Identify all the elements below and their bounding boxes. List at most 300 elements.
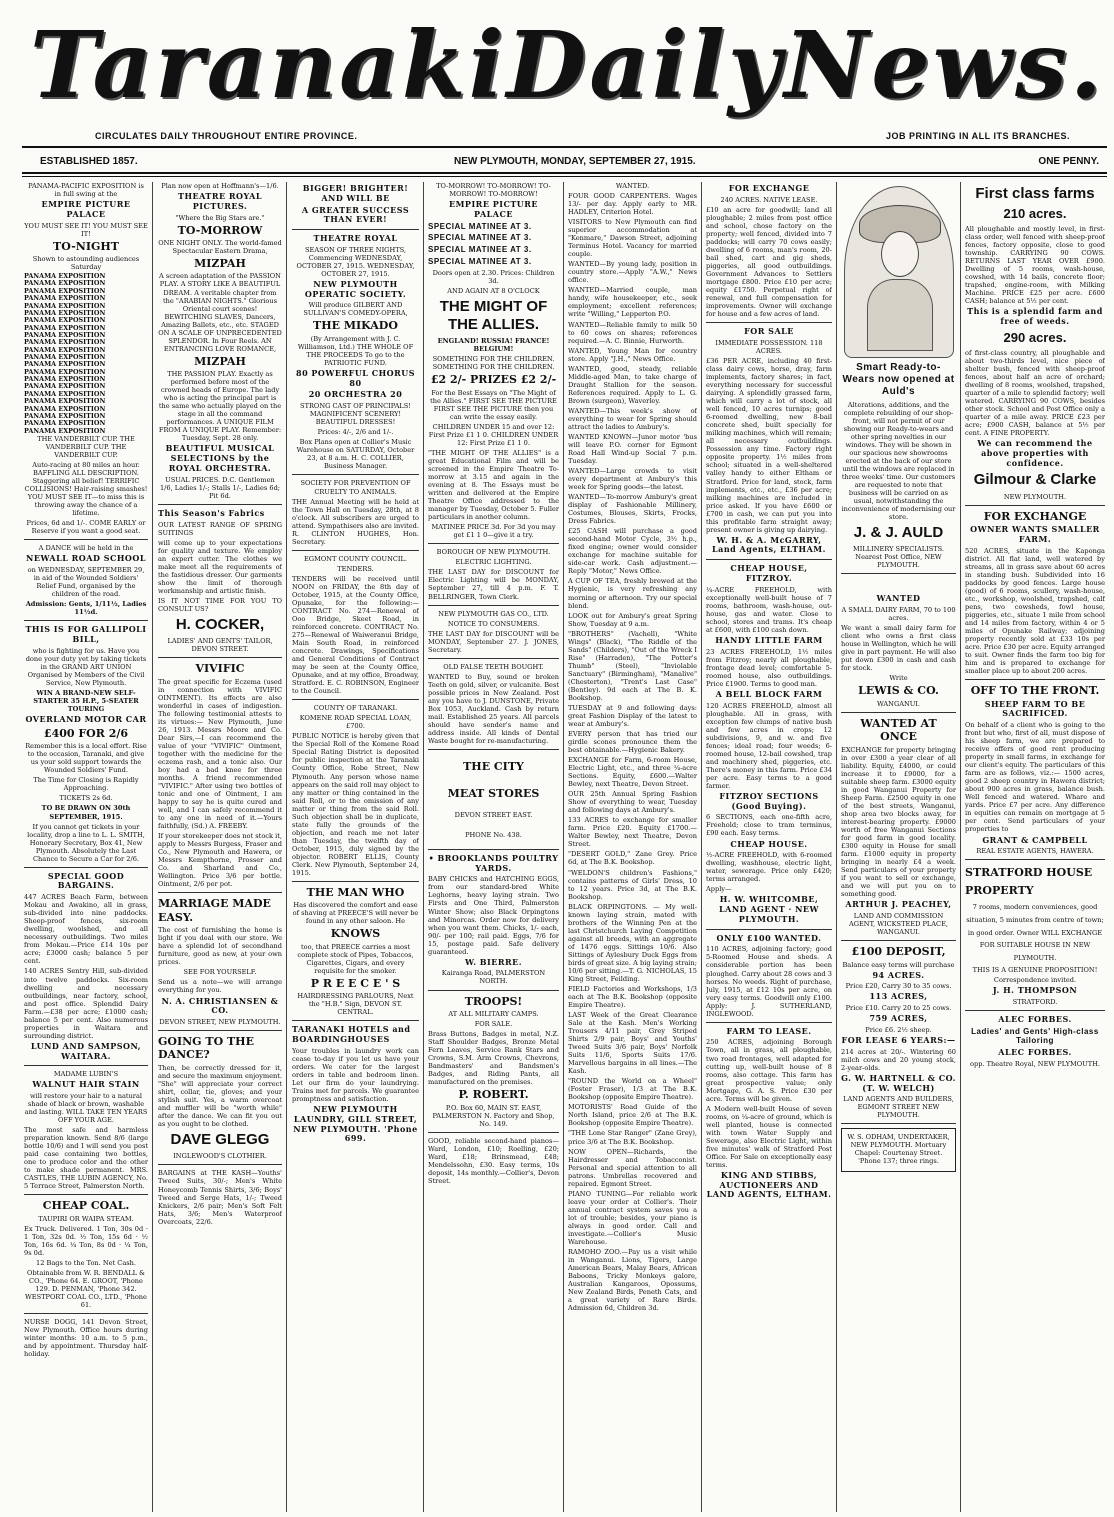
ad-text: The great specific for Eczema (used in connection with VIVIFIC OINTMENT). Its effects are also wonderful in cases of indigestion. The following testimonial attests to its virtues:— New Plymouth, June 26, 1913. Messrs Moore and Co. Dear Sirs,—I can recommend the value of your "VIVIFIC" Ointment, together with the medicine for the eczema rash, and a tonic also. Our boy had a bad knee for three months. A friend recommended "VIVIFIC." After using two bottles of tonic and one of Ointment, I am happy to say he is quite cured and well, and I can safely recommend it to any one in need of it.—Yours faithfully, (Sd.) A. FREEBY. <box>158 677 282 831</box>
ad-heading: MEAT STORES <box>447 787 540 801</box>
ad-text: STRATFORD. <box>1012 997 1058 1006</box>
divider <box>428 605 559 606</box>
divider <box>24 620 148 621</box>
divider <box>706 1022 832 1023</box>
ad-heading: NEW PLYMOUTH LAUNDRY, GILL STREET, NEW PLYMOUTH. 'Phone 699. <box>293 1104 418 1144</box>
ad-heading: NEWALL ROAD SCHOOL <box>26 553 146 564</box>
ad-text: Brass Buttons, Badges in metal, N.Z. Staff Shoulder Badges, Bronze Metal Fern Leaves, Service Rank Stars and Crowns, S.M. Arm Crowns, Chevrons, Bandmasters' and Bandsmen's Badges, and Riding Pants, all manufactured on the premises. <box>428 1029 559 1087</box>
classified-ad: A CUP OF TEA, freshly brewed at the Hygienic, is very refreshing any morning or afternoon. Try our special blend. <box>568 577 697 610</box>
dateline <box>22 154 1107 170</box>
divider <box>428 1132 559 1133</box>
classified-ad: WANTED, good, steady, reliable Middle-aged Man, to take charge of Draught Stallion for the season. References required. Apply to L. G. Brown (surgeon), Waverley. <box>568 364 697 405</box>
list-item: PANAMA EXPOSITION <box>24 353 106 362</box>
divider <box>428 749 559 750</box>
ad-heading: FOR EXCHANGE <box>983 509 1087 523</box>
column-5 <box>568 182 697 1512</box>
ad-text: NEW PLYMOUTH. <box>1003 492 1067 501</box>
ad-text: Plan now open at Hoffmann's—1/6. <box>161 182 279 190</box>
ad-text: TICKETS 2s 6d. <box>59 794 113 803</box>
ad-text: BABY CHICKS and HATCHING EGGS, from our standard-bred White Leghorns, heavy laying strain. Two Firsts and One Third, Palmerston Winter Show; also Black Orpingtons and Minorcas. Order now for delivery when you want them. Chicks, 1/- each, 90/- per 100; rail paid. Eggs, 7/6 for 15, postage paid. Safe delivery guaranteed. <box>428 875 559 956</box>
list-item: PANAMA EXPOSITION <box>24 382 106 391</box>
list-item: PANAMA EXPOSITION <box>24 338 106 347</box>
ad-heading: SPECIAL MATINEE AT 3. <box>428 221 532 231</box>
ad-text: DEVON STREET EAST. <box>454 810 533 819</box>
ad-text: Price £6. 2½ sheep. <box>865 1025 932 1034</box>
ad-text: TO BE DRAWN ON 30th SEPTEMBER, 1915. <box>41 804 131 821</box>
ad-text: TAUPIRI OR WAIPA STEAM. <box>38 1214 134 1223</box>
ad-text: "THE MIGHT OF THE ALLIES" is a great Educational Film and will be screened in the Empire Theatre To-morrow at 3.15 and again in the evening at 8. The Essays must be written and delivered at the Empire Theatre Office addressed to the manager by Tuesday, October 5. Fuller particulars in another column. <box>428 449 559 522</box>
ad-text: NURSE DOGG, 141 Devon Street, New Plymouth. Office hours during winter months: 10 a.m. to 5 p.m., and by appointment. Thursday half-holiday. <box>24 1318 148 1359</box>
ad-text: YOU MUST SEE IT! YOU MUST SEE IT! <box>24 221 148 238</box>
ad-text: £10 an acre for goodwill; land all ploughable; 2 miles from post office and school, chose factory on the property; well fenced, divided into 7 paddocks; will carry 70 cows easily; dwelling of 6 rooms, man's room, 20-bail shed, cart and gig sheds, piggeries, all good outbuildings. Government Advances to Settlers mortgage £800. Price £10 per acre; equity £1750. Perpetual right of renewal, and full compensation for improvements. Owner will exchange for house and a few acres of land. <box>706 205 832 319</box>
ad-text: Ex Truck. Delivered. 1 Ton, 30s 0d · 1 Ton, 32s 0d. ½ Ton, 15s 6d · ½ Ton, 16s 6d. ¼ Ton, 8s 0d · ¼ Ton, 9s 0d. <box>24 1224 148 1257</box>
ad-heading: TROOPS! <box>464 994 523 1008</box>
ad-heading: THE MIGHT OF THE ALLIES. <box>439 297 548 333</box>
classified-ad: BLACK ORPINGTONS. — My well-known laying strain, mated with brothers of the Winning Pen at the last Christchurch Laying Competition against all breeds, with an aggregate of 1476 eggs. Sittings 10/6. Also Sittings of Aylesbury Duck Eggs from birds of great size. A big laying strain; 10/6 per sitting.—T. G. NICHOLAS, 15 King Street, Feilding. <box>568 902 697 983</box>
ad-heading: J. H. THOMPSON <box>992 985 1078 996</box>
classified-ad: 133 ACRES to exchange for smaller farm. Price £20. Equity £1700.—Walter Bewley, next Theatre, Devon Street. <box>568 816 697 849</box>
masthead-word-taranaki: Taranaki <box>30 11 507 119</box>
tagline-job-printing: JOB PRINTING IN ALL ITS BRANCHES. <box>886 131 1071 141</box>
divider <box>706 929 832 930</box>
ad-text: MILLINERY SPECIALISTS. Nearest Post Office, NEW PLYMOUTH. <box>853 545 944 570</box>
ad-heading: P R E E C E ' S <box>310 976 401 990</box>
ad-text: Balance easy terms will purchase <box>842 960 955 969</box>
divider <box>428 990 559 991</box>
ad-text: Then, be correctly dressed for it, and secure the maximum enjoyment. "She" will appreciate your correct shirt, collar, tie, gloves; and your stylish suit. Yes, a warm overcoat and muffler will be "worth while" after the dance. We can fit you out as you ought to be clothed. <box>158 1063 282 1129</box>
ad-text: All ploughable and mostly level, in first-class order, well fenced with sheep-proof fences, factory opposite, close to good township. CARRYING 90 COWS. RETURNS LAST YEAR OVER £900. Dwelling of 5 rooms, wash-house, cowshed, with 14 bails, concrete floor; trapshed, engine-room, with Milking Machine. PRICE £25 per acre. £600 CASH; balance at 5½ per cent. <box>965 225 1105 306</box>
divider <box>292 699 419 700</box>
ad-text: Doors open at 2.30. Prices: Children 3d. <box>432 268 555 285</box>
ad-heading: ALEC FORBES. <box>998 1047 1072 1058</box>
ad-heading: A GREATER SUCCESS THAN EVER! <box>301 204 410 225</box>
list-item: PANAMA EXPOSITION <box>24 360 106 369</box>
ad-text: INGLEWOOD'S CLOTHIER. <box>173 1152 267 1161</box>
list-item: PANAMA EXPOSITION <box>24 272 106 281</box>
ad-heading: W. BIERRE. <box>464 956 523 967</box>
ad-text: of first-class country, all ploughable and about two-thirds level, nice piece of shelter bush, fenced with sheep-proof fences, about half an acre of orchard; dwelling of 8 rooms, woolshed, trapshed, quarter of a mile to splendid factory; well watered. CARRYING 90 COWS, besides other stock. School and Post Office only a quarter of a mile away. PRICE £23 per acre; £900 CASH, balance at 5½ per cent. A FINE PROPERTY. <box>965 348 1105 438</box>
ad-heading: ALEC FORBES. <box>998 1013 1072 1024</box>
ad-heading: BEAUTIFUL MUSICAL SELECTIONS by the ROYAL ORCHESTRA. <box>165 443 275 473</box>
ad-heading: THE MIKADO <box>313 319 398 333</box>
divider <box>965 679 1105 680</box>
ad-heading: FOR EXCHANGE <box>728 183 810 193</box>
ad-text: THE PASSION PLAY. Exactly as performed before most of the crowned heads of Europe. The lady who is acting the principal part is the same who actually played on the stage in all the command performances. A UNIQUE FILM FROM A UNIQUE PLAY. Remember: Tuesday, Sept. 28 only. <box>158 370 282 443</box>
ad-text: ONE NIGHT ONLY. The world-famed Spectacular Eastern Drama, <box>158 238 282 255</box>
classified-ad: WANTED—Reliable family to milk 50 to 60 cows on shares; references required.—A. C. Binnie, Hurworth. <box>568 320 697 345</box>
list-item: PANAMA EXPOSITION <box>24 389 106 398</box>
classified-ad: LOOK out for Ambury's great Spring Show, Tuesday at 9 a.m. <box>568 611 697 628</box>
list-item: PANAMA EXPOSITION <box>24 279 106 288</box>
ad-heading: GOING TO THE DANCE? <box>158 1035 254 1062</box>
ad-heading: THIS IS FOR GALLIPOLI BILL, <box>25 624 147 645</box>
ad-heading: MIZPAH <box>194 354 246 368</box>
list-item: PANAMA EXPOSITION <box>24 301 106 310</box>
ad-heading: FARM TO LEASE. <box>726 1025 812 1036</box>
divider <box>292 550 419 551</box>
ad-heading: DAVE GLEGG <box>170 1131 270 1149</box>
ad-text: MADAME LUBIN'S <box>53 1070 119 1079</box>
ad-heading: NEW PLYMOUTH GAS CO., LTD. <box>438 609 549 618</box>
ad-heading: NOTICE TO CONSUMERS. <box>447 619 540 628</box>
classified-ad: WANTED—Married couple, man handy, wife housekeeper, etc., seek employment; excellent references; write "Willing," Lepperton P.O. <box>568 286 697 319</box>
ad-text: IS IT NOT TIME FOR YOU TO CONSULT US? <box>158 596 282 613</box>
column-8 <box>965 182 1105 1512</box>
classified-ad: "ROUND the World on a Wheel" (Foster Fraser), 1/3 at The B.K. Bookshop (opposite Empire Theatre). <box>568 1077 697 1102</box>
ad-text: USUAL PRICES. D.C. Gentlemen 1/6, Ladies 1/-; Stalls 1/-, Ladies 6d; Pit 6d. <box>159 475 281 500</box>
list-item: PANAMA EXPOSITION <box>24 397 106 406</box>
column-rule <box>563 182 564 1512</box>
ad-text: Admission: Gents, 1/11½, Ladies 11½d. <box>25 600 147 617</box>
ad-heading: STRATFORD HOUSE PROPERTY <box>965 866 1093 897</box>
ad-text: MATINEE PRICE 3d. For 3d you may get £1 1 0—give it a try. <box>431 523 556 540</box>
ad-text: PUBLIC NOTICE is hereby given that the Special Roll of the Komene Road Special Rating District is deposited for public inspection at the Taranaki County Office, Robe Street, New Plymouth. Any person whose name appears on the said roll may object to any matter or thing contained in the said Roll, or to the omission of any matter or thing from the said Roll. Such objection shall be in duplicate, state fully the grounds of the objection, and reach me not later than Tuesday, the twelfth day of October, 1915, duly signed by the objector. ROBERT ELLIS, County Clerk. New Plymouth, September 24, 1915. <box>292 732 419 877</box>
ad-heading: OVERLAND MOTOR CAR <box>25 714 147 725</box>
ad-text: ENGLAND! RUSSIA! FRANCE! BELGIUM! <box>437 337 550 354</box>
ad-text: opp. Theatre Royal, NEW PLYMOUTH. <box>970 1059 1100 1068</box>
classified-ad: WANTED KNOWN—Junor motor 'bus will leave P.O. corner for Egmont Road Hall Wind-up Social 7 p.m. Tuesday. <box>568 432 697 465</box>
ad-heading: THE CITY <box>463 760 524 773</box>
repeated-panama-list <box>24 273 148 435</box>
classified-ad: "BROTHERS" (Vachell), "White Wings" (Black), "The Riddle of the Sands" (Childers), "Out of the Wreck I Rise" (Harraden), "The Potter's Thumb" (Steel), "Inviolable Sanctuary" (Birmingham), "Manalive" (Chesterton), "Trent's Last Case" (Bentley). 9d each at The B. K. Bookshop. <box>568 629 697 702</box>
ad-heading: EGMONT COUNTY COUNCIL. <box>303 554 408 563</box>
ad-heading: 94 ACRES. <box>872 969 925 980</box>
ad-text: SEASON OF THREE NIGHTS, Commencing WEDNESDAY, OCTOBER 27, 1915. WEDNESDAY, OCTOBER 27, 1915. <box>296 245 415 278</box>
ad-heading: This is a splendid farm and free of weeds. <box>967 306 1103 327</box>
dateline-price: ONE PENNY. <box>1038 156 1099 167</box>
ad-text: THE Annual Meeting will be held at the Town Hall on Tuesday, 28th, at 8 o'clock. All subscribers are urged to attend. Sympathisers also are invited. R. CLINTON HUGHES, Hon. Secretary. <box>292 497 419 546</box>
ad-heading: THEATRE ROYAL <box>313 233 398 243</box>
ad-heading: LUND AND SAMPSON, WAITARA. <box>30 1040 142 1061</box>
ad-text: LADIES' AND GENTS' TAILOR, DEVON STREET. <box>167 637 273 654</box>
ad-text: STRONG CAST OF PRINCIPALS! MAGNIFICENT SCENERY! BEAUTIFUL DRESSES! <box>300 402 411 427</box>
ad-text: 12 Bags to the Ton. Net Cash. <box>36 1258 136 1267</box>
ad-text: 240 ACRES. NATIVE LEASE. <box>720 195 818 204</box>
ad-text: PANAMA-PACIFIC EXPOSITION is in full swing at the <box>28 182 144 199</box>
ad-heading: 759 ACRES, <box>869 1013 928 1024</box>
column-3 <box>292 182 419 1512</box>
masthead-word-daily: Daily <box>506 11 785 119</box>
ad-heading: This Season's Fabrics <box>158 507 265 518</box>
ad-heading: ONLY £100 WANTED. <box>716 932 822 943</box>
column-rule <box>836 182 837 1512</box>
woman-in-hat-illustration <box>844 186 954 358</box>
undertaker-box <box>841 1128 956 1172</box>
ad-text: PHONE No. 438. <box>465 830 522 839</box>
ad-text: (By Arrangement with J. C. Williamson, Ltd.) THE WHOLE OF THE PROCEEDS To go to the PATRIOTIC FUND. <box>297 334 414 367</box>
ad-text: Price £20, Carry 30 to 35 cows. <box>845 982 952 991</box>
ad-heading: MIZPAH <box>194 257 246 271</box>
list-item: PANAMA EXPOSITION <box>24 345 106 354</box>
classified-ad: FIELD Factories and Workshops, 1/3 each at The B.K. Bookshop (opposite Empire Theatre). <box>568 984 697 1009</box>
ad-text: P.O. Box 60, MAIN ST. EAST, PALMERSTON N. Factory and Shop, No. 149. <box>432 1103 555 1128</box>
ad-text: Will produce GILBERT AND SULLIVAN'S COMEDY-OPERA, <box>303 301 408 318</box>
ad-text: AT ALL MILITARY CAMPS. <box>448 1009 539 1018</box>
ad-text: W. S. ODHAM, UNDERTAKER, NEW PLYMOUTH. Mortuary Chapel: Courtenay Street. 'Phone 137; three rings. <box>847 1133 950 1166</box>
ad-heading: OFF TO THE FRONT. <box>970 684 1100 698</box>
divider <box>841 573 956 574</box>
divider <box>841 940 956 941</box>
column-rule <box>960 182 961 1512</box>
column-rule <box>152 182 153 1512</box>
ad-heading: H. COCKER, <box>175 615 265 633</box>
ad-heading: SPECIAL GOOD BARGAINS. <box>47 870 125 891</box>
ad-text: Kairanga Road, PALMERSTON NORTH. <box>441 969 546 986</box>
rule-dateline-bottom-thin <box>22 176 1107 177</box>
ad-text: 250 ACRES, adjoining Borough Town, all in grass, all ploughable, two road frontages, well adapted for cutting up, well-built house of 8 rooms, also cottage. This farm has great prospective value; only Mortgage, G. A. S. Price £30 per acre. Terms will be given. <box>706 1038 832 1103</box>
column-rule <box>423 182 424 1512</box>
masthead-word-news: News. <box>784 11 1105 119</box>
classified-ad: PIANO TUNING—For reliable work leave your order at Collier's. Their annual contract system saves you a lot of trouble; besides, your piano is always in good order. Call and investigate.—Collier's Music Warehouse. <box>568 1189 697 1246</box>
ad-heading: P. ROBERT. <box>458 1088 529 1102</box>
ad-heading: SPECIAL MATINEE AT 3. <box>428 245 532 255</box>
divider <box>24 867 148 868</box>
ad-text: will restore your hair to a natural shade of black or brown, washable and lasting. WILL TAKE TEN YEARS OFF YOUR AGE. <box>24 1092 148 1125</box>
ad-text: Send us a note—we will arrange everything for you. <box>158 978 282 995</box>
classified-ad: EXCHANGE for Farm, 6-room House, Electric Light, etc., and three ¼-acre Sections. Equity, £600.—Walter Bewley, next Theatre, Devon Street. <box>568 756 697 789</box>
column-6 <box>706 182 832 1512</box>
ad-heading: WANTED <box>876 593 921 604</box>
classified-ad: WANTED—This week's show of everything to wear for Spring should attract the ladies to Ambury's. <box>568 406 697 431</box>
ad-text: BARGAINS at THE KASH—Youths' Tweed Suits, 30/-; Men's White Honeycomb Tennis Shirts, 3/6; Boys' Tweed and Serge Hats, 1/-; Tweed Knickers, 2/6 pair; Men's Soft Felt Hats, 3/6; Men's Waterproof Overcoats, 22/6. <box>158 1169 282 1226</box>
classified-ad: WANTED—Large crowds to visit every department at Ambury's this week for Spring goods—the latest. <box>568 467 697 492</box>
ad-heading: ARTHUR J. PEACHEY, <box>845 899 952 910</box>
ad-text: ¼-ACRE FREEHOLD, with exceptionally well-built house of 7 rooms, bathroom, wash-house, out-house, gas and water. Close to school, stores and trams. It's cheap at £600, with £100 cash down. <box>706 585 832 634</box>
classified-ad: EVERY person that has tried our girdle scones pronounce them the best obtainable.—Hygienic Bakery. <box>568 730 697 755</box>
divider <box>158 657 282 658</box>
list-item: PANAMA EXPOSITION <box>24 411 106 420</box>
ad-heading: WANTED. <box>615 182 650 190</box>
ad-text: The Time for Closing is Rapidly Approaching. <box>33 776 139 793</box>
ad-text: We want a small dairy farm for client who owns a first class house in Wellington, which he will give in part payment. He will also put down £300 in cash and cash for stock. <box>841 624 956 673</box>
ad-heading: J. & J. AULD <box>853 524 944 542</box>
ad-heading: BOROUGH OF NEW PLYMOUTH. <box>436 548 551 557</box>
rule-dateline-bottom <box>22 172 1107 174</box>
ad-heading: FOR SALE <box>744 326 794 337</box>
ad-heading: £100 DEPOSIT, <box>851 945 946 959</box>
classified-ad: WANTED—By young lady, position in country store.—Apply "A.W.," News office. <box>568 260 697 285</box>
ad-text: Auto-racing at 80 miles an hour. BAFFLING ALL DESCRIPTION. Staggering all belief! TERRIFIC COLLISIONS! Hair-raising smashes! YOU MUST SEE IT—to miss this is throwing away the chance of a lifetime. <box>24 461 148 518</box>
ad-text: Correspondence invited. <box>993 976 1077 985</box>
classified-ad: WANTED, Young Man for country store. Apply "J.H.," News Office. <box>568 346 697 363</box>
ad-text: Box Plans open at Collier's Music Warehouse on SATURDAY, October 23, at 8 a.m. H. C. COLLIER, Business Manager. <box>296 438 415 471</box>
ad-text: A screen adaptation of the PASSION PLAY. A STORY LIKE A BEAUTIFUL DREAM. A veritable chapter from the "ARABIAN NIGHTS." Glorious Oriental court scenes! BEWITCHING SLAVES, Dancers, Amazing Ballets, etc., etc. STAGED ON A SCALE OF UNPRECEDENTED SPLENDOR. In Four Reels. AN ENTRANCING LOVE ROMANCE, <box>158 272 282 353</box>
face-shape <box>881 231 919 277</box>
ad-heading: G. W. HARTNELL & CO. (T. W. WELCH) <box>841 1072 956 1093</box>
ad-text: "Where the Big Stars are." <box>175 213 265 222</box>
classified-ad: MOTORISTS' Road Guide of the North Island, price 2/6 at The B.K. Bookshop (opposite Empire Theatre). <box>568 1103 697 1128</box>
ad-text: Obtainable from W. R. BENDALL & CO., 'Phone 64. E. GROOT, 'Phone 129. D. PENMAN, 'Phone 342. WESTPORT COAL CO., LTD., 'Phone 61. <box>25 1269 147 1310</box>
ad-heading: WANTED AT ONCE <box>860 716 937 744</box>
ad-heading: NEW PLYMOUTH OPERATIC SOCIETY. <box>304 278 407 299</box>
ad-text: who is fighting for us. Have you done your duty yet by taking tickets in the GRAND ART UNION Organised by Members of the Civil Service, New Plymouth. <box>25 646 147 687</box>
ad-heading: CHEAP HOUSE. <box>730 838 808 849</box>
list-item: PANAMA EXPOSITION <box>24 294 106 303</box>
ad-heading: • BROOKLANDS POULTRY YARDS. <box>428 852 559 873</box>
divider <box>158 1030 282 1031</box>
ad-text: 120 ACRES FREEHOLD, almost all ploughable. All in grass, with exception few clumps of native bush and few acres in crops; 12 subdivisions, 9, and w. and five fences; ideal road; four weeds; 6-roomed house, 12-bail cowshed, trap and machinery shed, piggeries, etc. There's money in this farm. Price £34 per acre. Easy terms to a good farmer. <box>706 701 832 790</box>
ad-text: £36 PER ACRE, including 40 first-class dairy cows, horse, dray, farm implements, factory shares; in fact, everything necessary for successful dairying. A splendidly grassed farm, which will carry a lot of stock, all well fenced, 10 acres turnips; good 6-roomed dwelling, new 8-bail concrete shed, built specially for milking machines, which will remain; all necessary outbuildings. Possession any time. Factory right opposite property. 1½ miles from school; situated in a well-sheltered valley handy to either Eltham or Stratford. Price for land, stock, farm implements, etc., etc., £36 per acre; milking machines are included in price asked. If you have £600 or £700 in cash, we can put you into this profitable farm straight away; present owner is giving up dairying. <box>706 357 832 534</box>
divider <box>428 658 559 659</box>
tagline-circulation: CIRCULATES DAILY THROUGHOUT ENTIRE PROVINCE. <box>95 131 358 141</box>
classified-ad: LAST Week of the Great Clearance Sale at the Kash. Men's Working Trousers 4/11 pair, Grey Striped Shirts 2/9 pair, Boys' and Youths' Tweed Suits 3/6 pair, Boys' Norfolk Suits 11/6, Sports Suits 17/6. Marvellous bargains in all lines.—The Kash. <box>568 1011 697 1076</box>
ad-text: GOOD, reliable second-hand pianos—Ward, London, £10; Roelling, £20; Ward, £18; Brinsmead, £48; Mendelssohn, £30. Easy terms, 10s deposit, 14s monthly.—Collier's, Devon Street. <box>428 1136 559 1185</box>
ad-heading: TARANAKI HOTELS and BOARDINGHOUSES <box>292 1024 411 1045</box>
ad-heading: LEWIS & CO. <box>858 684 939 698</box>
ad-text: 520 ACRES, situate in the Kaponga district. All flat land, well watered by streams, all in grass save about 60 acres in standing bush. Subdivided into 16 paddocks by good fences. Large house (good) of 6 rooms, scullery, wash-house, etc., workshop, woolshed, trapshed, calf pens, two cowsheds, fowl house, piggeries, etc., situate 1 mile from school and 14 miles from factory, within 4 or 5 miles of Opunake Railway; adjoining property recently sold at £33 10s per acre. Price £30 per acre. Equity arranged to suit. Owner finds the farm too big for him and is prepared to exchange for smaller place up to about 200 acres. <box>965 546 1105 676</box>
ad-text: THE VANDERBILT CUP. THE VANDERBILT CUP. THE VANDERBILT CUP. <box>37 435 135 460</box>
list-item: PANAMA EXPOSITION <box>24 367 106 376</box>
ad-heading: SPECIAL MATINEE AT 3. <box>428 256 532 266</box>
ad-text: Remember this is a local effort. Rise to the occasion, Taranaki, and give us your sold support towards the Wounded Soldiers' Fund. <box>25 742 147 775</box>
ad-text: 6 SECTIONS, each one-fifth acre, Freehold; close to tram terminus, £90 each. Easy terms. <box>706 813 832 838</box>
divider <box>965 505 1105 506</box>
ad-text: If you cannot get tickets in your locality, drop a line to L. L. SMITH, Honorary Secretary, Box 41, New Plymouth. Absolutely the Last Chance to Secure a Car for 2/6. <box>27 822 145 863</box>
masthead-title <box>30 10 1105 120</box>
ad-text: 140 ACRES Sentry Hill, sub-divided into twelve paddocks. Six-room dwelling and necessary outbuildings, near factory, school, and post office. Splendid Dairy Farm.—£38 per acre; £1000 cash; balance 5 per cent. Also numerous properties in Waitara and surrounding district. <box>24 967 148 1040</box>
ad-text: Alterations, additions, and the complete rebuilding of our shop-front, will not permit of our showing our Ready-to-wears and other spring novelties in our windows. They will be shown in our spacious new showrooms erected at the back of our store until the windows are replaced in three weeks' time. Our customers are requested to note that business will be carried on as usual, notwithstanding the inconvenience of modernising our store. <box>841 400 956 521</box>
ad-heading: KNOWS <box>330 927 381 941</box>
ad-heading: SOCIETY FOR PREVENTION OF CRUELTY TO ANIMALS. <box>300 479 411 496</box>
ad-heading: GRANT & CAMPBELL <box>982 834 1088 845</box>
dateline-place-date: NEW PLYMOUTH, MONDAY, SEPTEMBER 27, 1915. <box>454 156 696 167</box>
divider <box>706 559 832 560</box>
ad-heading: CHEAP HOUSE, FITZROY. <box>730 563 808 583</box>
ad-text: will come up to your expectations for quality and texture. We employ an expert cutter. The clothes we make meet all the requirements of the fastidious dresser. Our garments show the limit of thorough workmanship and artistic finish. <box>158 538 282 595</box>
list-item: PANAMA EXPOSITION <box>24 286 106 295</box>
ad-heading: Smart Ready-to-Wears now opened at Auld's <box>842 362 955 398</box>
ad-text: 7 rooms, modern conveniences, good situation, 5 minutes from centre of town; in good order. Owner WILL EXCHANGE FOR SUITABLE HOUSE IN NEW PLYMOUTH. <box>966 903 1104 962</box>
divider <box>292 229 419 230</box>
ad-text: REAL ESTATE AGENTS, HAWERA. <box>976 847 1094 856</box>
list-item: PANAMA EXPOSITION <box>24 375 106 384</box>
ad-heading: £2 2/- PRIZES £2 2/- <box>430 373 557 387</box>
ad-text: Prices, 6d and 1/-. COME EARLY or Reserve if you want a good seat. <box>26 519 146 536</box>
rule-top <box>22 146 1107 148</box>
ad-text: SEE FOR YOURSELF. <box>183 968 257 977</box>
ad-heading: £400 FOR 2/6 <box>43 726 129 740</box>
list-item: PANAMA EXPOSITION <box>24 426 106 435</box>
ad-heading: ELECTRIC LIGHTING. <box>455 558 532 567</box>
ad-text: 214 acres at 20/-. Wintering 60 milch cows and 20 young stock, 2-year-olds. <box>841 1047 956 1072</box>
ad-text: 23 ACRES FREEHOLD, 1½ miles from Fitzroy; nearly all ploughable, frontage dead level; comfortable 5-roomed house, also outbuildings. Price £1900. Terms to good man. <box>706 647 832 688</box>
ad-text: WIN A BRAND-NEW SELF-STARTER 35 H.P., 5-SEATER TOURING <box>33 689 139 714</box>
ad-heading: TO-MORROW <box>177 223 263 237</box>
divider <box>428 543 559 544</box>
ad-text: TENDERS will be received until NOON on FRIDAY, the 8th day of October, 1915, at the County Office, Opunake, for the following:— CONTRACT No. 274—Renewal of Ooo Bridge, Skeet Road, in reinforced concrete. CONTRACT No. 275—Renewal of Waiweranui Bridge, Main South Road, in reinforced concrete. Drawings, Specifications and General Conditions of Contract may be seen at the County Office, Opunake, and at my office, Broadway, Stratford. E. C. ROBINSON, Engineer to the Council. <box>292 574 419 696</box>
ad-text: Your troubles in laundry work can cease to-day if you let us have your orders. We cater for the largest orders in table and bedroom linen. Let our firm do your laundrying. Trains met for parcels. We guarantee promptness and satisfaction. <box>292 1046 419 1104</box>
body-shape <box>867 279 933 351</box>
classified-ad: RAMOHO ZOO.—Pay us a visit while in Wanganui. Lions, Tigers, Large American Bears, Malay Bears, African Baboons, Tricky Monkeys galore, Australian Kangaroos, Opossums, New Zealand Birds, Peneth Cats, and a great variety of Rare Birds. Admission 6d, Children 3d. <box>568 1247 697 1313</box>
ad-heading: OWNER WANTS SMALLER FARM. <box>970 524 1100 544</box>
classified-ad: £25 CASH will purchase a good second-hand Motor Cycle, 3½ h.p., fixed engine; owner would consider exchange for machine suitable for side-car work. Cash adjustment.—Reply "Motor," News Office. <box>568 527 697 576</box>
list-item: PANAMA EXPOSITION <box>24 404 106 413</box>
ad-heading: CHEAP COAL. <box>42 1199 130 1213</box>
ad-text: Price £10. Carry 20 to 25 cows. <box>845 1004 952 1013</box>
ad-text: AND AGAIN AT 8 O'CLOCK <box>447 286 540 295</box>
list-item: PANAMA EXPOSITION <box>24 323 106 332</box>
ad-text: The cost of furnishing the home is light if you deal with our store. We have a splendid lot of secondhand furniture, good as new, at your own prices. <box>158 926 282 967</box>
ad-text: A Modern well-built House of seven rooms, on ¼-acre of ground, which is well planted, house is connected with town Water Supply and Sewerage, also Electric Light, within five minutes' walk of Stratford Post Office. For Sale on exceptionally easy terms. <box>706 1104 832 1169</box>
ad-text: A DANCE will be held in the <box>38 544 134 553</box>
ad-heading: 80 POWERFUL CHORUS 80 <box>296 367 415 388</box>
ad-text: WANTED to Buy, sound or broken Teeth on gold, silver, or vulcanite. Best possible prices in New Zealand. Post any you have to J. DUNSTONE, Private Box 1053, Auckland. Cash by return mail. Established 25 years. All parcels should have sender's name and address inside. All kinds of Dental Waste bought for re-manufacturing. <box>428 672 559 745</box>
ad-text: The most safe and harmless preparation known. Send 8/6 (large bottle 10/6) and I will send you post paid case containing two bottles, one to produce color and the other to make shade permanent. MRS. CASTLES, THE LUBIN AGENCY, No. 5 Terrace Street, Palmerston North. <box>24 1126 148 1191</box>
ad-text: EXCHANGE for property bringing in over £300 a year clear of all liability. Equity, £4000, or could increase it to £9000, for a suitable sheep farm. £3000 equity in good Wanganui Property for Sheep Farm. £2500 equity in one of the best streets, Wanganui, shop area two blocks away, for interest-bearing property. £9000 worth of free Wanganui Sections for good farm in good locality. £300 equity in House for small farm. £1000 equity in property bringing in nearly £4 a week. Send particulars of your property if you want to sell or exchange, and we will put you on to something good. <box>841 745 956 899</box>
ad-text: SOMETHING FOR THE CHILDREN. SOMETHING FOR THE CHILDREN. <box>432 355 555 372</box>
ad-heading: HANDY LITTLE FARM <box>715 634 823 645</box>
divider <box>158 504 282 505</box>
ad-text: Prices: 4/-, 2/6 and 1/-. <box>317 428 394 437</box>
divider <box>24 539 148 540</box>
classified-ad: "WELDON'S children's Fashions," contains patterns of Girls' Dress, 10 to 12 years. Price 3d, at The B.K. Bookshop. <box>568 868 697 901</box>
masthead <box>0 0 1114 150</box>
ad-text: ½-ACRE FREEHOLD, with 6-roomed dwelling, washhouse, electric light, water, sewerage. Price only £420; terms arranged. <box>706 851 832 884</box>
list-item: PANAMA EXPOSITION <box>24 308 106 317</box>
divider <box>158 1164 282 1165</box>
ad-text: HAIRDRESSING PARLOURS, Next the "H.B." Sign, DEVON ST. CENTRAL. <box>297 992 414 1017</box>
ad-heading: MARRIAGE MADE EASY. <box>158 897 271 924</box>
ad-heading: VIVIFIC <box>195 662 245 676</box>
ad-heading: W. H. & A. McGARRY, Land Agents, ELTHAM. <box>712 534 826 555</box>
ad-text: CHILDREN UNDER 15 and over 12: First Prize £1 1 0. CHILDREN UNDER 12: First Prize £1 1 0. <box>428 422 559 447</box>
classified-ad: NOW OPEN—Richards, the Hairdresser and Tobacconist. Personal and special attention to all patrons. Umbrellas recovered and repaired. Egmont Street. <box>568 1147 697 1188</box>
ad-text: WANGANUI. <box>876 699 921 708</box>
ad-text: FOR SALE. <box>474 1019 513 1028</box>
classified-ad: "THE Lone Star Ranger" (Zane Grey), price 3/6 at The B.K. Bookshop. <box>568 1129 697 1146</box>
ad-text: Apply— <box>706 885 732 894</box>
ad-text: on WEDNESDAY, SEPTEMBER 29, in aid of the Wounded Soldiers' Relief Fund, organised by the children of the road. <box>27 566 145 599</box>
ad-text: OUR LATEST RANGE OF SPRING SUITINGS <box>158 520 282 537</box>
ad-heading: We can recommend the above properties with confidence. <box>977 438 1093 468</box>
ad-heading: 290 acres. <box>1003 329 1067 345</box>
ad-heading: SHEEP FARM TO BE SACRIFICED. <box>984 698 1086 719</box>
classified-ad: VISITORS to New Plymouth can find superior accommodation at "Kenmare," Dawson Street, adjoining Terminus Hotel. Vacancy for married couple. <box>568 218 697 259</box>
ad-text: On behalf of a client who is going to the front but who, first of all, must dispose of his sheep farm, we are prepared to receive offers of good rent producing property in small farms, in exchange for our client's equity. The particulars of this farm are as follows, viz.:— 1500 acres, good 2 sheep country in Hawera district; about 900 acres in grass, balance bush. Well fenced and watered. Whare and yards. Price £7 per acre. Any difference in equities can remain on mortgage at 5 per cent. Send particulars of your properties to <box>965 721 1105 834</box>
classified-ad: TUESDAY at 9 and following days: great Fashion Display of the latest to wear at Ambury's. <box>568 703 697 728</box>
column-rule <box>701 182 702 1512</box>
divider <box>24 1065 148 1066</box>
ad-heading: FOR LEASE 6 YEARS:— <box>841 1034 956 1045</box>
ad-heading: THE MAN WHO <box>306 885 405 899</box>
ad-heading: OLD FALSE TEETH BOUGHT. <box>443 662 544 671</box>
ad-heading: A BELL BLOCK FARM <box>715 688 823 699</box>
ad-heading: BIGGER! BRIGHTER! AND WILL BE <box>302 183 409 203</box>
ad-heading: 113 ACRES, <box>869 991 928 1002</box>
column-7 <box>841 182 956 1512</box>
ad-heading: N. A. CHRISTIANSEN & CO. <box>161 995 279 1016</box>
divider <box>292 881 419 882</box>
divider <box>965 1010 1105 1011</box>
divider <box>965 859 1105 860</box>
divider <box>706 322 832 323</box>
ad-heading: TENDERS. <box>337 564 374 573</box>
ad-text: Shown to astounding audiences Saturday <box>32 255 140 272</box>
ad-heading: THEATRE ROYAL PICTURES. <box>177 191 262 211</box>
classified-ad: WANTED—To-morrow Ambury's great display of Fashionable Millinery, Costumes, Blouses, Skirts, Frocks, Dress Fabrics. <box>568 493 697 526</box>
divider <box>292 474 419 475</box>
classified-ad: OUR 25th Annual Spring Fashion Show of everything to wear, Tuesday and following days at Ambury's. <box>568 790 697 815</box>
ad-heading: 20 ORCHESTRA 20 <box>308 389 403 400</box>
ad-heading: WALNUT HAIR STAIN <box>32 1079 140 1090</box>
ad-heading: SPECIAL MATINEE AT 3. <box>428 233 532 243</box>
list-item: PANAMA EXPOSITION <box>24 316 106 325</box>
ad-text: TO-MORROW! TO-MORROW! TO-MORROW! TO-MORROW! <box>436 182 551 199</box>
column-4 <box>428 182 559 1512</box>
ad-heading: FITZROY SECTIONS (Good Buying). <box>719 790 819 811</box>
ad-heading: EMPIRE PICTURE PALACE <box>448 199 539 219</box>
ad-text: LAND AND COMMISSION AGENT, WICKSTEED PLACE, WANGANUI. <box>848 912 949 937</box>
